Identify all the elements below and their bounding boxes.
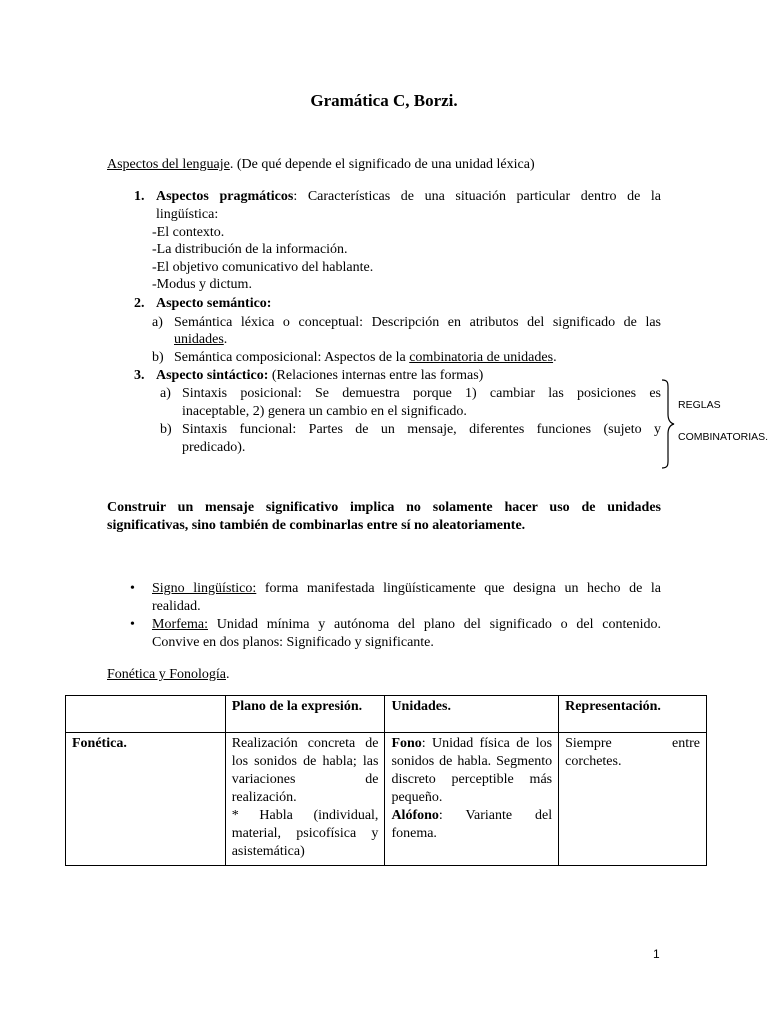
item3-b-label: b) xyxy=(160,422,172,437)
brace-label-reglas: REGLAS xyxy=(678,399,721,411)
right-brace-icon xyxy=(660,378,676,470)
page-number: 1 xyxy=(653,947,660,961)
alofono-term: Alófono xyxy=(391,808,439,823)
item3-a-text: Sintaxis posicional: Se demuestra porque 1) cambiar las posiciones es xyxy=(182,386,661,401)
item1-line xyxy=(156,188,661,206)
item3-b-text: Sintaxis funcional: Partes de un mensaje, diferentes funciones (sujeto y xyxy=(182,422,661,437)
item1-line-modus: -Modus y dictum. xyxy=(152,277,252,292)
bullet1-term: Signo lingüístico: xyxy=(152,581,257,596)
item3-text: (Relaciones internas entre las formas) xyxy=(268,368,484,383)
statement-line1: Construir un mensaje significativo implica no solamente hacer uso de unidades xyxy=(107,500,661,515)
bullet-dot-icon: • xyxy=(130,617,135,632)
item3-a-label: a) xyxy=(160,386,171,401)
item3-number: 3. xyxy=(134,368,145,383)
item1-line-distribucion: -La distribución de la información. xyxy=(152,242,348,257)
bullet2-text: Unidad mínima y autónoma del plano del significado o del contenido. xyxy=(207,617,661,632)
bullet-dot-icon: • xyxy=(130,581,135,596)
item2-number: 2. xyxy=(134,296,145,311)
item3-a-cont: inaceptable, 2) genera un cambio en el significado. xyxy=(182,404,467,419)
aspectos-heading-rest: . (De qué depende el significado de una unidad léxica) xyxy=(229,157,535,172)
table-row xyxy=(66,733,707,866)
bullet2-term: Morfema: xyxy=(152,617,208,632)
fono-text: : Unidad física de los sonidos de habla. Segmento discreto perceptible más pequeño. xyxy=(391,736,553,805)
table-header-empty xyxy=(66,696,226,733)
item1-line-objetivo: -El objetivo comunicativo del hablante. xyxy=(152,260,374,275)
table-cell-plano xyxy=(225,733,385,866)
fono-term: Fono xyxy=(391,736,422,751)
item2-title: Aspecto semántico: xyxy=(156,296,272,311)
page-title: Gramática C, Borzi. xyxy=(310,91,458,110)
item2-b-link: combinatoria de unidades xyxy=(409,350,554,365)
item3-line xyxy=(156,367,483,385)
item2-b-line xyxy=(174,349,557,367)
item2-b-text: Semántica composicional: Aspectos de la xyxy=(174,350,410,365)
bullet1-text: forma manifestada lingüísticamente que designa un hecho de la xyxy=(256,581,661,596)
item2-b-label: b) xyxy=(152,350,164,365)
fonetica-heading: Fonética y Fonología xyxy=(107,667,226,682)
item1-cont: lingüística: xyxy=(156,207,219,222)
item1-number: 1. xyxy=(134,189,145,204)
item2-a-cont-line xyxy=(174,331,227,349)
table-cell-fonetica: Fonética. xyxy=(66,733,226,866)
item2-a-text: Semántica léxica o conceptual: Descripción en atributos del significado de las xyxy=(174,315,661,330)
statement-line2: significativas, sino también de combinarlas entre sí no aleatoriamente. xyxy=(107,518,526,533)
aspectos-heading-line xyxy=(107,156,535,174)
table-header-unidades: Unidades. xyxy=(385,696,559,733)
item2-a-cont: unidades xyxy=(174,332,224,347)
phonetics-table xyxy=(65,695,707,866)
table-cell-unidades xyxy=(385,733,559,866)
item2-b-end: . xyxy=(553,350,557,365)
item1-line-contexto: -El contexto. xyxy=(152,225,225,240)
table-cell-representacion: Siempre entre corchetes. xyxy=(559,733,707,866)
item3-b-cont: predicado). xyxy=(182,440,246,455)
alofono-text: : Variante del fonema. xyxy=(391,808,553,841)
item2-a-end: . xyxy=(223,332,228,347)
table-header-row xyxy=(66,696,707,733)
bullet2-line xyxy=(152,616,661,634)
item1-text: : Características de una situación particular dentro de la xyxy=(293,189,661,204)
aspectos-heading: Aspectos del lenguaje xyxy=(107,157,230,172)
bullet2-cont: Convive en dos planos: Significado y significante. xyxy=(152,635,434,650)
bullet1-line xyxy=(152,580,661,598)
table-cell-plano-note: * Habla (individual, material, psicofísica y asistemática) xyxy=(231,808,379,859)
brace-label-combinatorias: COMBINATORIAS. xyxy=(678,431,768,443)
item3-title: Aspecto sintáctico: xyxy=(156,368,269,383)
table-cell-plano-text: Realización concreta de los sonidos de habla; las variaciones de realización. xyxy=(231,736,379,805)
table-header-representacion: Representación. xyxy=(559,696,707,733)
table-header-plano: Plano de la expresión. xyxy=(225,696,385,733)
fonetica-heading-end: . xyxy=(226,667,230,682)
item2-a-label: a) xyxy=(152,315,163,330)
item1-title: Aspectos pragmáticos xyxy=(156,189,294,204)
fonetica-heading-line xyxy=(107,666,230,684)
bullet1-cont: realidad. xyxy=(152,599,201,614)
